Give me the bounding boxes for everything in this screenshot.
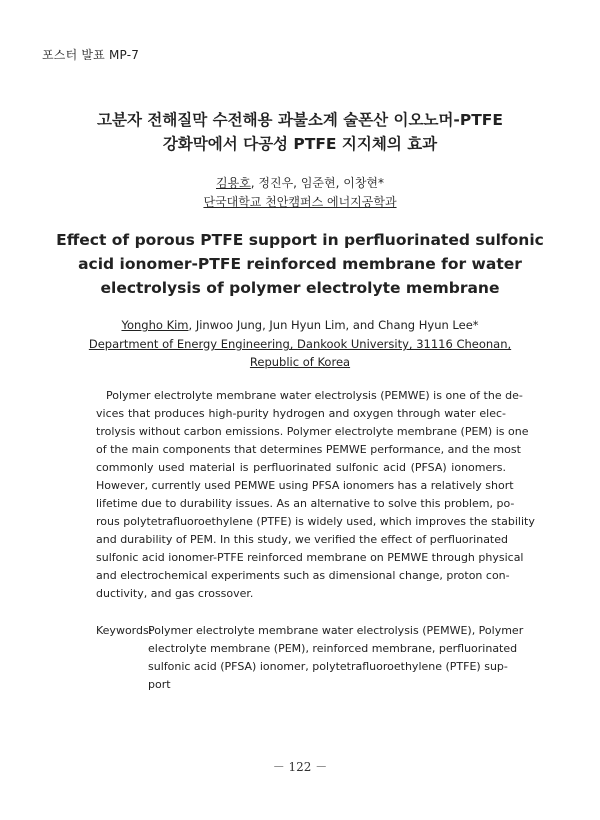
korean-title-line-2: 강화막에서 다공성 PTFE 지지체의 효과: [162, 135, 438, 153]
keywords-line: port: [148, 678, 171, 691]
abstract-line: However, currently used PEMWE using PFSA ionomers has a relatively short: [96, 479, 514, 492]
english-first-author: Yongho Kim: [121, 318, 189, 332]
abstract-line: sulfonic acid ionomer-PTFE reinforced membrane on PEMWE through physical: [96, 551, 524, 564]
session-label: 포스터 발표 MP-7: [42, 48, 140, 62]
keywords-line: Polymer electrolyte membrane water electrolysis (PEMWE), Polymer: [148, 624, 524, 637]
keywords-label: Keywords:: [96, 624, 153, 637]
abstract-line: ductivity, and gas crossover.: [96, 587, 254, 600]
keywords-list: [148, 622, 524, 694]
english-affiliation-line-2: Republic of Korea: [249, 355, 351, 369]
english-title-line-3: electrolysis of polymer electrolyte membrane: [100, 279, 500, 297]
abstract-line: vices that produces high-purity hydrogen and oxygen through water elec-: [96, 407, 506, 420]
korean-affiliation: [40, 193, 560, 210]
korean-other-authors: , 정진우, 임준현, 이창현*: [250, 176, 384, 190]
page-number: － 122 －: [272, 760, 328, 774]
abstract-line: commonly used material is perfluorinated sulfonic acid (PFSA) ionomers.: [96, 461, 506, 474]
abstract-line: and electrochemical experiments such as dimensional change, proton con-: [96, 569, 510, 582]
abstract-line: lifetime due to durability issues. As an alternative to solve this problem, po-: [96, 497, 515, 510]
english-title-line-1: Effect of porous PTFE support in perfluorinated sulfonic: [56, 231, 544, 249]
abstract: [96, 387, 535, 603]
abstract-line: trolysis without carbon emissions. Polymer electrolyte membrane (PEM) is one: [96, 425, 529, 438]
korean-authors: [40, 174, 560, 191]
abstract-line: and durability of PEM. In this study, we verified the effect of perfluorinated: [96, 533, 508, 546]
abstract-line: of the main components that determines PEMWE performance, and the most: [96, 443, 521, 456]
abstract-line: Polymer electrolyte membrane water electrolysis (PEMWE) is one of the de-: [106, 389, 523, 402]
keywords-line: electrolyte membrane (PEM), reinforced membrane, perfluorinated: [148, 642, 518, 655]
abstract-line: rous polytetrafluoroethylene (PTFE) is widely used, which improves the stability: [96, 515, 535, 528]
english-authors: [40, 318, 560, 332]
korean-title-line-1: 고분자 전해질막 수전해용 과불소계 술폰산 이오노머-PTFE: [97, 111, 503, 129]
english-other-authors: , Jinwoo Jung, Jun Hyun Lim, and Chang Hyun Lee*: [188, 318, 479, 332]
korean-affiliation-text: 단국대학교 천안캠퍼스 에너지공학과: [203, 195, 397, 209]
korean-first-author: 김용호: [216, 176, 251, 190]
english-affiliation-line-1: Department of Energy Engineering, Dankook University, 31116 Cheonan,: [88, 337, 512, 351]
keywords-line: sulfonic acid (PFSA) ionomer, polytetrafluoroethylene (PTFE) sup-: [148, 660, 508, 673]
english-title-line-2: acid ionomer-PTFE reinforced membrane for water: [78, 255, 522, 273]
